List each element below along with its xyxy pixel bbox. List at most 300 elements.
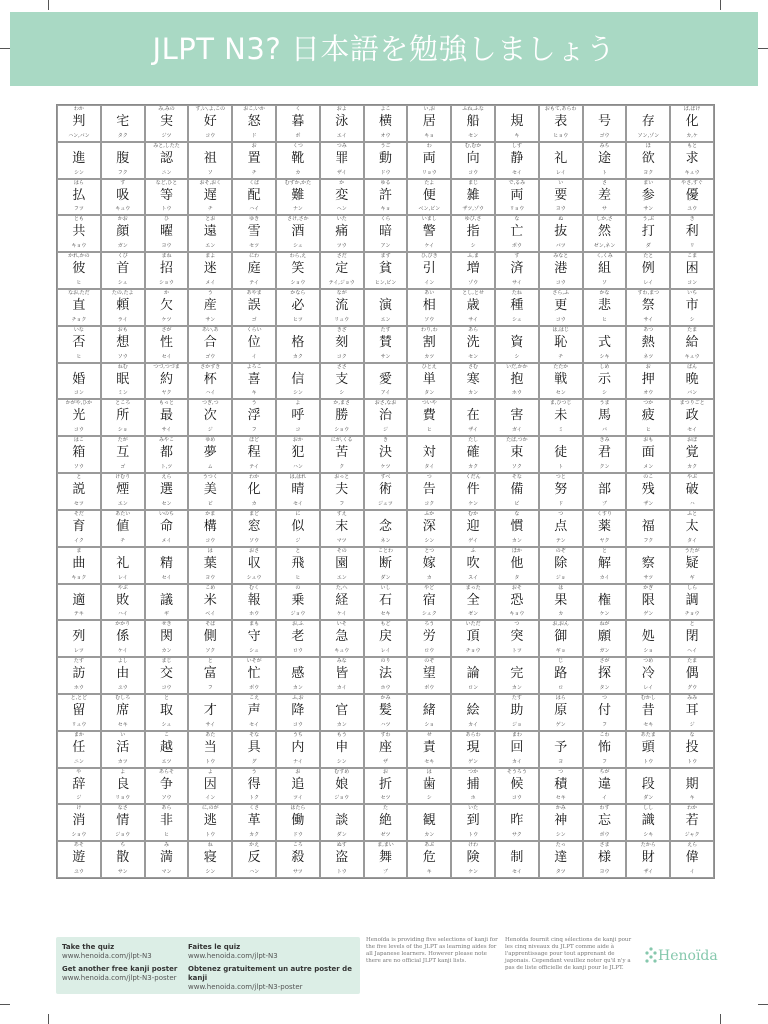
kanji-cell (583, 694, 627, 731)
kun-reading: まず (380, 253, 391, 260)
poster-link[interactable]: www.henoida.com/jlpt-N3-poster (62, 974, 177, 982)
kanji-cell (320, 620, 364, 657)
kun-reading: まか (73, 731, 84, 738)
kanji-cell (583, 105, 627, 142)
kun-reading: と (295, 547, 301, 554)
kanji-cell (101, 547, 145, 584)
kanji-cell (101, 473, 145, 510)
kanji-character: 偶 (685, 666, 699, 682)
kun-reading: おそ (511, 584, 522, 591)
kun-reading: はこ (73, 437, 84, 444)
on-reading: ユウ (117, 684, 128, 691)
on-reading: エン (117, 500, 128, 507)
kanji-character: 訪 (72, 666, 86, 682)
on-reading: カツ (117, 758, 128, 765)
kun-reading: まも (249, 621, 260, 628)
kanji-cell (188, 105, 232, 142)
kanji-character: 号 (597, 114, 611, 129)
on-reading: ケン (468, 869, 478, 875)
kanji-character: 賛 (378, 334, 392, 350)
on-reading: ム (207, 464, 213, 471)
kun-reading: とも (73, 216, 84, 223)
kanji-character: 未 (554, 408, 568, 424)
kanji-cell (407, 289, 451, 326)
kanji-cell (539, 731, 583, 768)
kanji-cell (583, 326, 627, 363)
kun-reading: く,くみ (596, 253, 613, 260)
kanji-character: 忘 (597, 813, 611, 829)
kanji-cell (583, 547, 627, 584)
kun-reading: わす (599, 805, 610, 812)
kun-reading: ぬ (558, 216, 564, 223)
on-reading: ショウ (159, 280, 174, 287)
on-reading: トク (249, 795, 260, 802)
on-reading: サツ (293, 869, 303, 875)
kun-reading: はら (555, 694, 566, 701)
kun-reading: と (163, 694, 169, 701)
kanji-cell (670, 215, 714, 252)
kanji-character: 葉 (203, 555, 217, 571)
kanji-cell (407, 142, 451, 179)
kun-reading: つ (558, 768, 564, 775)
kun-reading: たず (73, 658, 84, 665)
kanji-cell (145, 657, 189, 694)
kun-reading: あらそ (158, 768, 174, 775)
on-reading: キョ (380, 206, 391, 213)
kun-reading: つめ (643, 658, 654, 665)
on-reading: サク (511, 832, 522, 839)
kanji-cell (320, 694, 364, 731)
kanji-cell (232, 289, 276, 326)
kun-reading: かみ (555, 805, 566, 812)
kanji-cell (57, 473, 101, 510)
on-reading: カン (511, 684, 522, 691)
on-reading: セン (468, 353, 479, 360)
henoida-logo (642, 940, 722, 980)
kun-reading: は,はじ (552, 326, 569, 333)
on-reading: イク (73, 537, 84, 544)
kanji-cell (495, 215, 539, 252)
kanji-character: 給 (685, 334, 699, 350)
on-reading: ゴウ (599, 132, 610, 139)
on-reading: レツ (73, 648, 84, 655)
kun-reading: まじ (161, 658, 172, 665)
kanji-character: 位 (247, 334, 261, 350)
kun-reading: ふか (424, 510, 435, 517)
kanji-character: 様 (597, 850, 611, 866)
kun-reading: たね (511, 290, 522, 297)
kanji-character: 相 (422, 298, 436, 314)
crop-mark (0, 48, 10, 49)
kanji-character: 港 (554, 261, 568, 277)
kun-reading: よ (295, 400, 301, 407)
on-reading: コク (336, 353, 347, 360)
note-french: Henoïda fournit cinq sélections de kanji pour les cinq niveaux du JLPT comme aide à l'apprentissage pour tout apprenant de japonais. Cependant veuillez noter qu'il n'y a pas de liste officielle de kanji pour le JLPT. (505, 937, 632, 971)
kanji-character: 構 (203, 518, 217, 534)
kanji-character: 許 (378, 187, 392, 203)
kun-reading: ひとえ (421, 363, 437, 370)
kun-reading: ことわ (377, 547, 393, 554)
kanji-cell (626, 768, 670, 805)
on-reading: ジョウ (115, 832, 131, 839)
on-reading: セイ (249, 721, 260, 728)
on-reading: リョウ (421, 169, 437, 176)
on-reading: リ (689, 243, 695, 250)
on-reading: ベン,ビン (418, 206, 441, 213)
on-reading: レイ (380, 648, 391, 655)
kanji-cell (188, 436, 232, 473)
kanji-cell (539, 657, 583, 694)
on-reading: シュク (421, 611, 437, 618)
kanji-cell (539, 105, 583, 142)
kun-reading: か (163, 290, 169, 297)
on-reading: ダ (645, 243, 651, 250)
kanji-cell (57, 363, 101, 400)
on-reading: ソク (511, 464, 522, 471)
on-reading: セイ (161, 353, 172, 360)
on-reading: コウ (555, 316, 566, 323)
on-reading: ヒ (163, 832, 169, 839)
on-reading: シュ (249, 648, 260, 655)
kun-reading: まい (643, 179, 654, 186)
on-reading: フツ (73, 206, 84, 213)
kun-reading: う (207, 290, 213, 297)
kanji-cell (626, 179, 670, 216)
on-reading: チョウ (684, 611, 700, 618)
kanji-character: 参 (641, 187, 655, 203)
on-reading: ゴウ (205, 353, 216, 360)
on-reading: カ (295, 169, 301, 176)
kun-reading: むく (249, 584, 260, 591)
on-reading: ヒ (295, 574, 301, 581)
kanji-cell (57, 289, 101, 326)
on-reading: エイ (336, 132, 347, 139)
kanji-cell (407, 510, 451, 547)
kanji-cell (670, 289, 714, 326)
kanji-character: 必 (291, 298, 305, 314)
kun-reading: く (295, 106, 301, 112)
kanji-cell (188, 731, 232, 768)
on-reading: ゴ (251, 316, 257, 323)
kun-reading: こえ (249, 694, 260, 701)
kanji-character: 薬 (597, 518, 611, 534)
on-reading: セツ (73, 500, 84, 507)
kanji-cell (188, 252, 232, 289)
on-reading: ヒ (76, 353, 82, 360)
on-reading: ケイ (117, 648, 128, 655)
on-reading: ビ (207, 500, 213, 507)
on-reading: セツ (249, 243, 260, 250)
kun-reading: くつ (292, 142, 303, 149)
kanji-character: 表 (554, 114, 568, 129)
on-reading: チ (558, 353, 564, 360)
kun-reading: あい,あ (201, 326, 219, 333)
kanji-cell (101, 657, 145, 694)
kanji-cell (364, 694, 408, 731)
on-reading: ユウ (73, 869, 84, 875)
on-reading: フク (117, 169, 128, 176)
kun-reading: ささ (336, 363, 347, 370)
kanji-character: 因 (203, 776, 217, 792)
kanji-character: 箱 (72, 445, 86, 461)
kanji-character: 限 (641, 592, 655, 608)
kanji-cell (539, 363, 583, 400)
kun-reading: いただ (465, 621, 481, 628)
kun-reading: まね (161, 253, 172, 260)
kanji-character: 宿 (422, 592, 436, 608)
on-reading: キョク (71, 574, 87, 581)
kanji-cell (232, 510, 276, 547)
kun-reading: あらわ (465, 731, 481, 738)
kanji-character: 議 (159, 592, 173, 608)
kun-reading: ふ,ま (467, 253, 479, 260)
kanji-character: 欠 (159, 298, 173, 314)
kanji-cell (101, 584, 145, 621)
kanji-cell (188, 363, 232, 400)
on-reading: ボウ (424, 684, 435, 691)
kanji-character: 寝 (203, 850, 217, 866)
kanji-cell (320, 584, 364, 621)
kanji-cell (232, 768, 276, 805)
kanji-cell (626, 436, 670, 473)
kanji-cell (407, 547, 451, 584)
kanji-character: 祭 (641, 298, 655, 314)
kanji-cell (364, 142, 408, 179)
kanji-cell (320, 215, 364, 252)
kanji-character: 馬 (597, 408, 611, 424)
kun-reading: かえ (249, 842, 260, 849)
kanji-cell (626, 657, 670, 694)
kanji-character: 他 (510, 555, 524, 571)
kun-reading: さだ (336, 253, 347, 260)
kanji-cell (670, 694, 714, 731)
kanji-cell (276, 363, 320, 400)
on-reading: コウ (161, 684, 172, 691)
on-reading: セイ (161, 574, 172, 581)
kanji-cell (626, 547, 670, 584)
kun-reading: なお,ただ (68, 290, 90, 297)
on-reading: クン (599, 464, 610, 471)
kun-reading: き (689, 216, 695, 223)
on-reading: ヘイ (687, 648, 698, 655)
on-reading: カ (251, 500, 257, 507)
kanji-cell (626, 841, 670, 878)
on-reading: タイ (424, 464, 435, 471)
kun-reading: ゆめ (205, 437, 216, 444)
kun-reading: わか (249, 474, 260, 481)
kanji-character: 所 (116, 408, 130, 424)
kun-reading: じ (558, 658, 564, 665)
kanji-character: 任 (72, 739, 86, 755)
kanji-character: 雑 (466, 187, 480, 203)
kun-reading: しら (687, 584, 698, 591)
on-reading: セキ (424, 758, 435, 765)
kanji-cell (276, 105, 320, 142)
kanji-cell (670, 252, 714, 289)
kanji-cell (451, 326, 495, 363)
kanji-character: 除 (554, 555, 568, 571)
kanji-character: 果 (554, 592, 568, 608)
kanji-character: 忙 (247, 666, 261, 682)
kun-reading: ま,まい (377, 842, 394, 849)
kanji-character: 昔 (641, 702, 655, 718)
on-reading: カン (468, 390, 479, 397)
on-reading: シュウ (246, 574, 262, 581)
kanji-cell (232, 252, 276, 289)
kun-reading: か (339, 179, 345, 186)
kun-reading: ね (207, 842, 213, 849)
kun-reading: ふと (687, 510, 698, 517)
kanji-cell (320, 326, 364, 363)
kanji-character: 求 (685, 150, 699, 166)
on-reading: フク (643, 537, 654, 544)
kanji-cell (188, 289, 232, 326)
kun-reading: いな (73, 326, 84, 333)
kanji-character: 育 (72, 518, 86, 534)
kanji-character: 犯 (291, 445, 305, 461)
kanji-character: 適 (72, 592, 86, 608)
kun-reading: のり (380, 658, 391, 665)
kun-reading: あい (424, 290, 435, 297)
kanji-character: 式 (597, 334, 611, 350)
quiz-link-fr[interactable]: www.henoida.com/jlpt-N3 (188, 952, 278, 960)
kanji-cell (583, 510, 627, 547)
kanji-cell (232, 436, 276, 473)
poster-link-fr[interactable]: www.henoida.com/jlpt-N3-poster (188, 983, 303, 991)
kanji-cell (451, 215, 495, 252)
kanji-character: 交 (159, 666, 173, 682)
kanji-character: 礼 (554, 150, 568, 166)
on-reading: スイ (468, 574, 479, 581)
on-reading: テイ (249, 280, 259, 287)
poster-label-fr: Obtenez gratuitement un autre poster de kanji (188, 965, 352, 982)
kun-reading: くら (380, 216, 391, 223)
kun-reading: たが (117, 437, 128, 444)
kanji-cell (539, 547, 583, 584)
on-reading: トウ (687, 758, 698, 765)
kanji-cell (495, 399, 539, 436)
on-reading: ナン (293, 206, 303, 213)
kanji-cell (495, 768, 539, 805)
kanji-cell (364, 731, 408, 768)
kanji-cell (145, 584, 189, 621)
on-reading: マン (161, 869, 172, 875)
kanji-character: 否 (72, 334, 86, 350)
on-reading: キョウ (71, 243, 87, 250)
kun-reading: たし (468, 437, 479, 444)
kun-reading: あら (161, 805, 172, 812)
kanji-character: 割 (422, 334, 436, 350)
kanji-character: 察 (641, 555, 655, 571)
on-reading: ジョウ (334, 795, 350, 802)
kun-reading: おさ (249, 547, 260, 554)
kanji-character: 積 (554, 776, 568, 792)
kanji-character: 富 (203, 666, 217, 682)
kanji-character: 恐 (510, 592, 524, 608)
on-reading: ゲン (468, 758, 479, 765)
on-reading: ゲイ (468, 537, 478, 544)
kun-reading: たの,たよ (111, 290, 134, 297)
kanji-cell (188, 694, 232, 731)
kun-reading: しめ (599, 363, 610, 370)
kun-reading: たば,つか (506, 437, 528, 444)
kun-reading: つ (514, 621, 520, 628)
kun-reading: こ (163, 731, 169, 738)
on-reading: サイ (512, 280, 522, 287)
kanji-character: 約 (159, 371, 173, 387)
on-reading: キュウ (115, 206, 131, 213)
kun-reading: みと,したた (153, 142, 180, 149)
kun-reading: はたら (290, 805, 306, 812)
kun-reading: よし (117, 658, 128, 665)
on-reading: ロ (558, 684, 564, 691)
kanji-cell (407, 215, 451, 252)
on-reading: ボウ (599, 832, 610, 839)
on-reading: キ (251, 390, 257, 397)
crop-mark (758, 1004, 768, 1005)
on-reading: ショ (643, 648, 654, 655)
kanji-cell (451, 252, 495, 289)
on-reading: チ (207, 206, 213, 213)
kanji-cell (276, 694, 320, 731)
kanji-character: 昨 (510, 813, 524, 829)
kanji-cell (188, 768, 232, 805)
kun-reading: もう (336, 731, 347, 738)
kanji-character: 美 (203, 482, 217, 498)
kanji-character: 告 (422, 482, 436, 498)
kanji-cell (539, 215, 583, 252)
on-reading: ド (558, 500, 564, 507)
on-reading: ニン (73, 758, 84, 765)
kun-reading: ば,ばけ (683, 106, 701, 112)
kanji-character: 支 (335, 371, 349, 387)
on-reading: セイ (511, 169, 522, 176)
kanji-cell (320, 804, 364, 841)
kanji-character: 都 (159, 445, 173, 461)
kanji-cell (451, 436, 495, 473)
on-reading: ヨ (558, 758, 564, 765)
kun-reading: さが (161, 326, 172, 333)
kun-reading: かぎ (643, 584, 654, 591)
kanji-cell (101, 694, 145, 731)
kun-reading: やさ,すぐ (681, 179, 703, 186)
kun-reading: ぬす (336, 842, 347, 849)
on-reading: メイ (161, 537, 172, 544)
on-reading: チ (120, 537, 126, 544)
kanji-cell (539, 804, 583, 841)
on-reading: トウ (161, 206, 172, 213)
kun-reading: うつく (202, 474, 218, 481)
quiz-link[interactable]: www.henoida.com/jlpt-N3 (62, 952, 152, 960)
kanji-character: 晩 (685, 371, 699, 387)
on-reading: ボウ (249, 684, 260, 691)
kanji-cell (583, 436, 627, 473)
kanji-cell (407, 399, 451, 436)
kanji-cell (57, 841, 101, 878)
crop-mark (720, 0, 721, 10)
on-reading: ヤク (599, 537, 610, 544)
kanji-cell (670, 731, 714, 768)
kanji-character: 慣 (510, 518, 524, 534)
kanji-cell (101, 436, 145, 473)
kun-reading: さが (599, 658, 610, 665)
kanji-cell (451, 510, 495, 547)
kanji-character: 悲 (597, 298, 611, 314)
kanji-character: 進 (72, 150, 86, 166)
on-reading: フ (339, 500, 345, 507)
kanji-cell (276, 326, 320, 363)
kanji-character: 置 (247, 150, 261, 166)
